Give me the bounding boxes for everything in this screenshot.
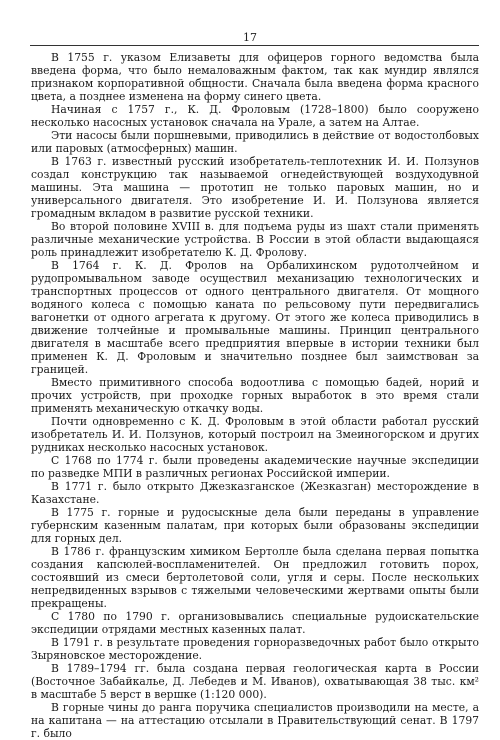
paragraph: В 1755 г. указом Елизаветы для офицеров горного ведомства была введена форма, что было немаловажным фактом, так как мундир являлся признаком корпоративной общности. Сначала была введена форма красного цвета, а позднее изменена на форму синего цвета. bbox=[31, 51, 479, 103]
paragraph: В 1771 г. было открыто Джезказганское (Жезказган) месторождение в Казахстане. bbox=[31, 480, 479, 506]
paragraph: Почти одновременно с К. Д. Фроловым в этой области работал русский изобретатель И. И. Ползунов, который построил на Змеиногорском и других рудниках несколько насосных установок. bbox=[31, 415, 479, 454]
paragraph: С 1780 по 1790 г. организовывались специальные рудоискательские экспедиции отрядами местных казенных палат. bbox=[31, 610, 479, 636]
body-text bbox=[31, 51, 479, 740]
header-rule bbox=[30, 45, 479, 46]
paragraph: В 1786 г. французским химиком Бертолле была сделана первая попытка создания капсюлей-воспламенителей. Он предложил готовить порох, состоявший из смеси бертолетовой соли, угля и серы. После нескольких непредвиденных взрывов с тяжелыми человеческими жертвами опыты были прекращены. bbox=[31, 545, 479, 610]
paragraph: Во второй половине XVIII в. для подъема руды из шахт стали применять различные механические устройства. В России в этой области выдающаяся роль принадлежит изобретателю К. Д. Фролову. bbox=[31, 220, 479, 259]
paragraph: В 1791 г. в результате проведения горноразведочных работ было открыто Зыряновское месторождение. bbox=[31, 636, 479, 662]
paragraph: В 1763 г. известный русский изобретатель-теплотехник И. И. Ползунов создал конструкцию так называемой огнедействующей воздуходувной машины. Эта машина — прототип не только паровых машин, но и универсального двигателя. Это изобретение И. И. Ползунова является громадным вкладом в развитие русской техники. bbox=[31, 155, 479, 220]
paragraph: В 1775 г. горные и рудосыскные дела были переданы в управление губернским казенным палатам, при которых были образованы экспедиции для горных дел. bbox=[31, 506, 479, 545]
paragraph: Эти насосы были поршневыми, приводились в действие от водостолбовых или паровых (атмосферных) машин. bbox=[31, 129, 479, 155]
paragraph: Вместо примитивного способа водоотлива с помощью бадей, норий и прочих устройств, при проходке горных выработок в это время стали применять механическую откачку воды. bbox=[31, 376, 479, 415]
page-number: 17 bbox=[243, 31, 257, 44]
paragraph: В горные чины до ранга поручика специалистов производили на месте, а на капитана — на аттестацию отсылали в Правительствующий сенат. В 1797 г. было bbox=[31, 701, 479, 740]
paragraph: С 1768 по 1774 г. были проведены академические научные экспедиции по разведке МПИ в различных регионах Российской империи. bbox=[31, 454, 479, 480]
paragraph: Начиная с 1757 г., К. Д. Фроловым (1728–1800) было сооружено несколько насосных установок сначала на Урале, а затем на Алтае. bbox=[31, 103, 479, 129]
paragraph: В 1764 г. К. Д. Фролов на Орбалихинском рудотолчейном и рудопромывальном заводе осуществил механизацию технологических и транспортных процессов от одного центрального двигателя. От мощного водяного колеса с помощью каната по рельсовому пути передвигались вагонетки от одного агрегата к другому. От этого же колеса приводились в движение толчейные и промывальные машины. Принцип центрального двигателя в масштабе всего предприятия впервые в истории техники был применен К. Д. Фроловым и значительно позднее был заимствован за границей. bbox=[31, 259, 479, 376]
paragraph: В 1789–1794 гг. была создана первая геологическая карта в России (Восточное Забайкалье, Д. Лебедев и М. Иванов), охватывающая 38 тыс. км² в масштабе 5 верст в вершке (1:120 000). bbox=[31, 662, 479, 701]
